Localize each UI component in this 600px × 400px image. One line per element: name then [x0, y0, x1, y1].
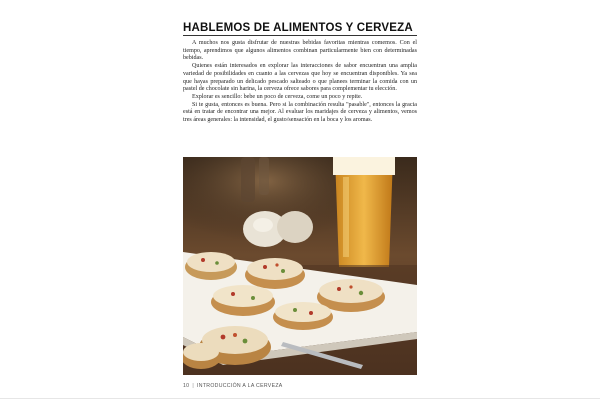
paragraph: A muchos nos gusta disfrutar de nuestras bebidas favoritas mientras comemos. Con el tiempo, aprendimos que algunos alimentos combinan particularmente bien con determinadas bebidas.: [183, 40, 417, 62]
section-name: INTRODUCCIÓN A LA CERVEZA: [197, 383, 283, 389]
paragraph: Quienes están interesados en explorar las interacciones de sabor encuentran una amplia variedad de posibilidades en cuanto a las cervezas que hoy se encuentran disponibles. Ya sea que hayas preparado un delicado pescado salteado o que planees terminar la comida con un pastel de chocolate sin harina, la cerveza ofrece sabores para complementar tu elección.: [183, 63, 417, 93]
paragraph: Explorar es sencillo: bebe un poco de cerveza, come un poco y repite.: [192, 93, 363, 100]
food-and-beer-photo: [183, 157, 417, 375]
page-title: HABLEMOS DE ALIMENTOS Y CERVEZA: [183, 22, 413, 34]
page-number: 10: [183, 383, 190, 389]
paragraph: Si te gusta, entonces es buena. Pero si la combinación resulta "pasable", entonces la gracia está en tratar de encontrar una mejor. Al evaluar los maridajes de cerveza y alimentos, vemos tres áreas generales: la intensidad, el gusto/sensación en la boca y los aromas.: [183, 101, 417, 124]
title-divider: [183, 35, 417, 36]
bottom-divider: [0, 398, 600, 399]
body-text: [183, 40, 417, 125]
page-footer: [183, 383, 283, 389]
footer-separator: |: [192, 383, 195, 389]
